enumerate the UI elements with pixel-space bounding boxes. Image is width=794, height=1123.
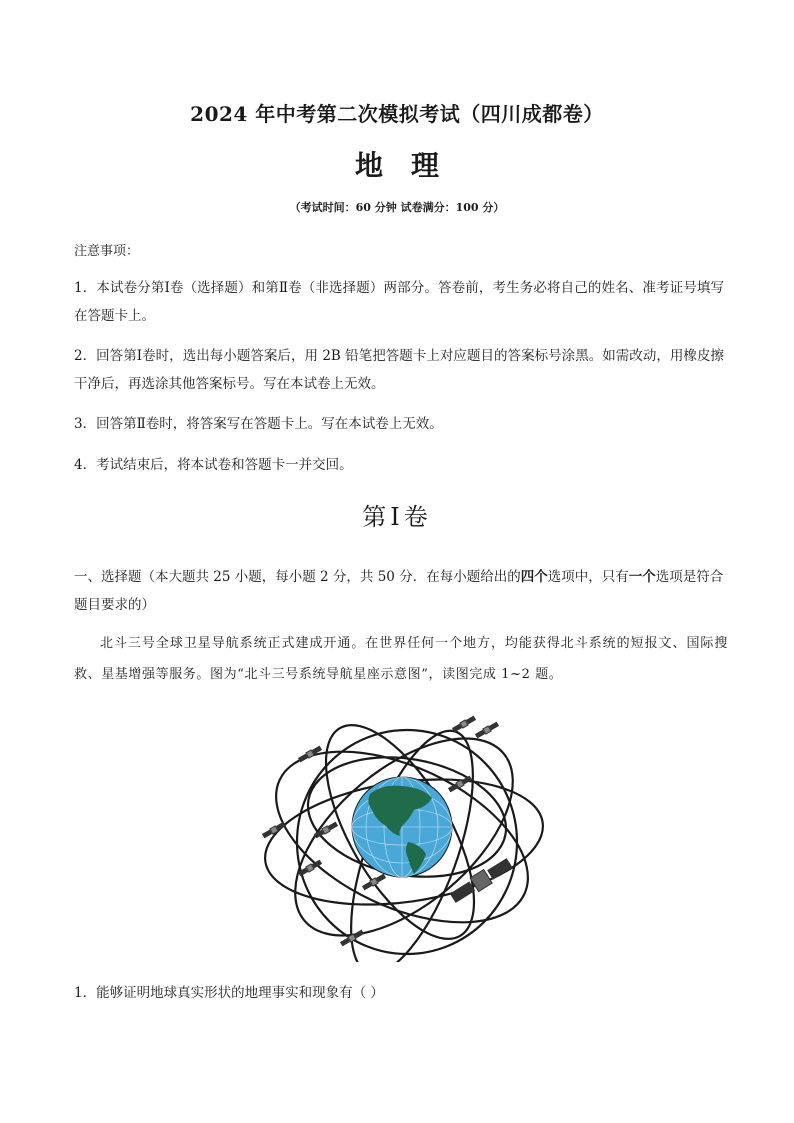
section-heading <box>74 563 728 619</box>
section-heading-prefix: 一、选择题（本大题共 25 小题，每小题 2 分，共 50 分．在每小题给出的 <box>74 569 521 585</box>
section-heading-middle: 选项中，只有 <box>547 569 629 585</box>
notice-item-4: 4．考试结束后，将本试卷和答题卡一并交回。 <box>74 457 353 473</box>
exam-info: （考试时间：60 分钟 试卷满分：100 分） <box>289 201 505 214</box>
page-title: 2024 年中考第二次模拟考试（四川成都卷） <box>190 102 604 126</box>
earth-globe-icon <box>352 777 452 877</box>
subject-title: 地理 <box>354 149 467 182</box>
satellite-icon <box>362 873 386 890</box>
notice-item-1: 1．本试卷分第Ⅰ卷（选择题）和第Ⅱ卷（非选择题）两部分。答卷前，考生务必将自己的姓名、准考证号填写在答题卡上。 <box>74 280 724 324</box>
beidou-constellation-diagram <box>262 702 552 962</box>
section-heading-bold-four: 四个 <box>520 569 548 585</box>
notice-heading: 注意事项： <box>74 244 140 259</box>
reading-passage: 北斗三号全球卫星导航系统正式建成开通。在世界任何一个地方，均能获得北斗系统的短报文、国际搜救、星基增强等服务。图为“北斗三号系统导航星座示意图”，读图完成 1~2 题。 <box>74 636 728 682</box>
satellite-icon <box>452 715 476 732</box>
volume-title: 第Ⅰ卷 <box>362 503 432 531</box>
question-1: 1．能够证明地球真实形状的地理事实和现象有（ ） <box>74 985 384 1001</box>
section-heading-suffix: 选项是符合题目要求的） <box>74 569 724 613</box>
notice-item-3: 3．回答第Ⅱ卷时，将答案写在答题卡上。写在本试卷上无效。 <box>74 416 443 432</box>
section-heading-bold-one: 一个 <box>628 569 656 585</box>
notice-item-2: 2．回答第Ⅰ卷时，选出每小题答案后，用 2B 铅笔把答题卡上对应题目的答案标号涂黑。如需改动，用橡皮擦干净后，再选涂其他答案标号。写在本试卷上无效。 <box>74 348 724 392</box>
satellite-icon <box>475 721 499 738</box>
